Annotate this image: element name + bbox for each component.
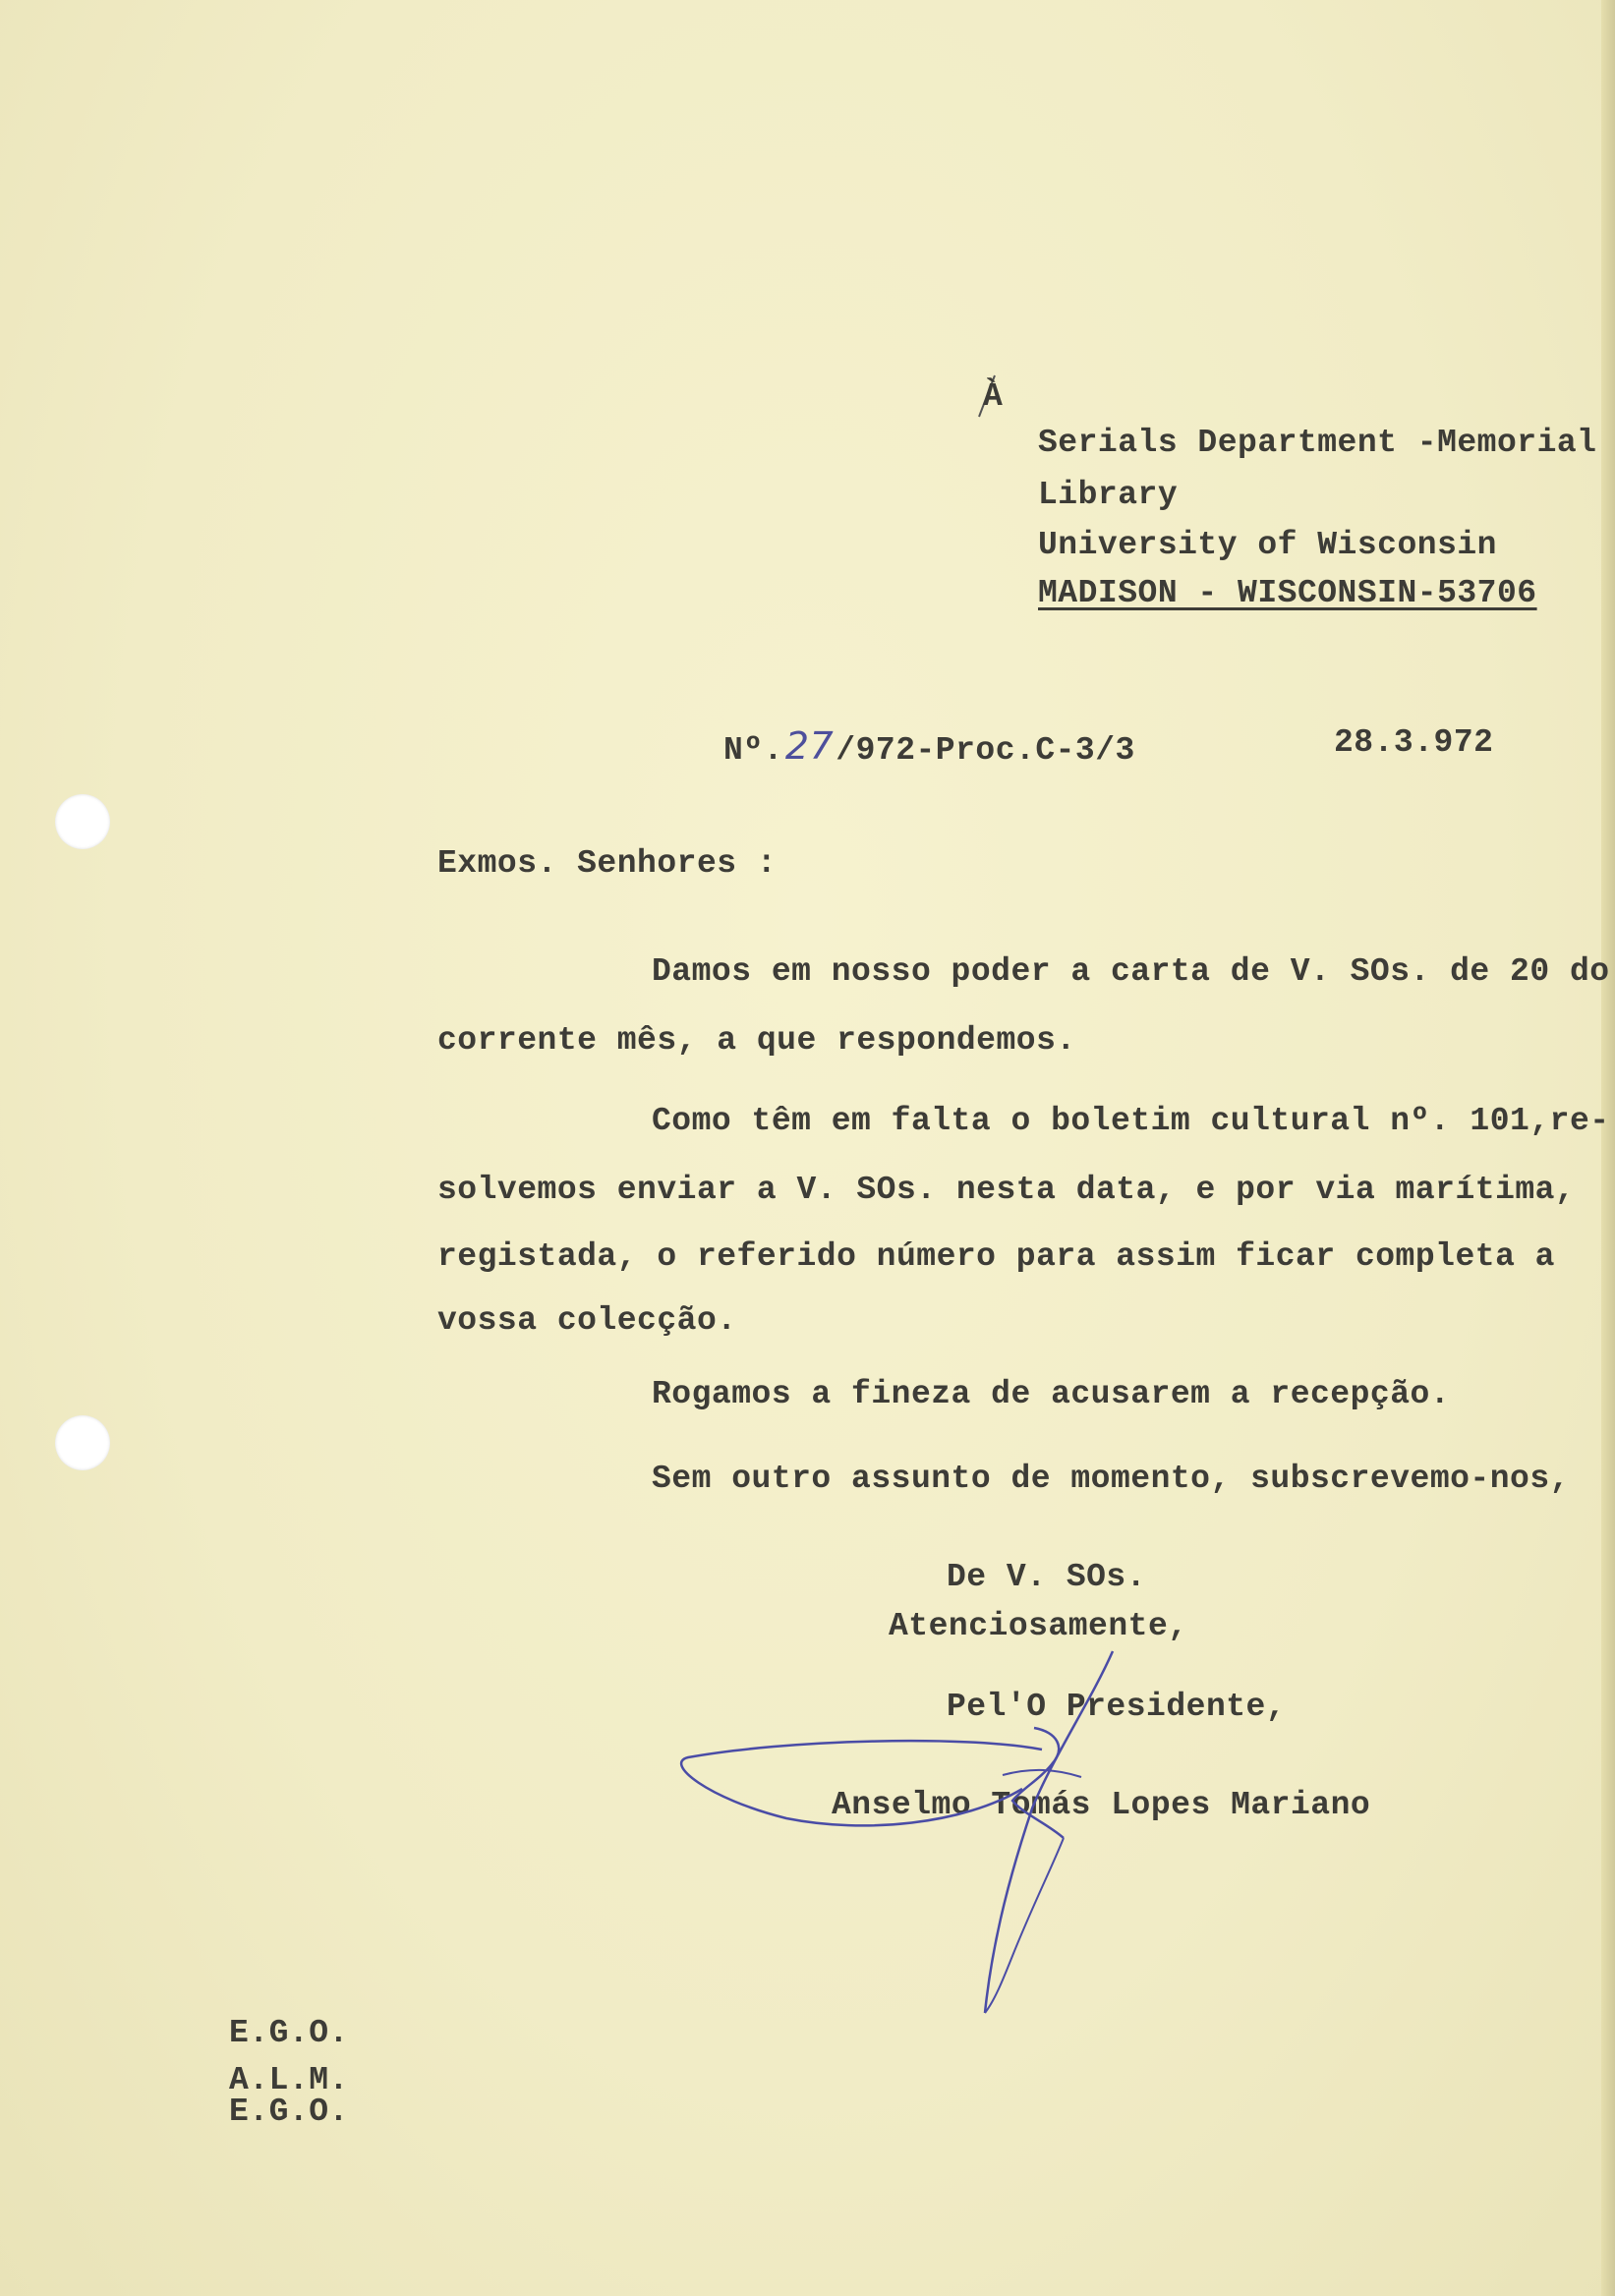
paragraph-4: Sem outro assunto de momento, subscrevemo-nos, [652,1461,1570,1497]
signatory-name: Anselmo Tomás Lopes Mariano [832,1787,1371,1823]
initials-line-2: A.L.M. [229,2062,349,2098]
initials-line-1: E.G.O. [229,2015,349,2051]
closing-line-2: Atenciosamente, [889,1608,1188,1644]
paragraph-3: Rogamos a fineza de acusarem a recepção. [652,1376,1451,1412]
reference-rest: /972-Proc.C-3/3 [836,732,1135,769]
paper-edge [1601,0,1615,2296]
paragraph-1-line-2: corrente mês, a que respondemos. [437,1022,1076,1059]
paragraph-2-line-1: Como têm em falta o boletim cultural nº. 101,re- [652,1103,1610,1139]
closing-line-1: De V. SOs. [947,1559,1147,1595]
paragraph-2-line-3: registada, o referido número para assim ficar completa a [437,1238,1555,1275]
recipient-line-4: MADISON - WISCONSIN-53706 [1038,575,1537,611]
reference-line [723,724,1135,769]
initials-line-3: E.G.O. [229,2094,349,2130]
recipient-prefix: À [983,378,1004,415]
recipient-line-1: Serials Department -Memorial [1038,425,1597,461]
recipient-line-3: University of Wisconsin [1038,527,1497,563]
paragraph-2-line-4: vossa colecção. [437,1302,737,1339]
paragraph-1-line-1: Damos em nosso poder a carta de V. SOs. de 20 do [652,953,1610,990]
reference-number-handwritten: 27 [784,724,835,768]
paragraph-2-line-2: solvemos enviar a V. SOs. nesta data, e por via marítima, [437,1172,1576,1208]
reference-label: Nº. [723,732,783,769]
salutation: Exmos. Senhores : [437,845,778,882]
recipient-line-2: Library [1038,477,1179,513]
punch-hole-bottom [55,1415,110,1470]
punch-hole-top [55,794,110,849]
handwritten-signature [668,1641,1121,2025]
closing-line-3: Pel'O Presidente, [947,1689,1287,1725]
letter-date: 28.3.972 [1334,724,1494,761]
